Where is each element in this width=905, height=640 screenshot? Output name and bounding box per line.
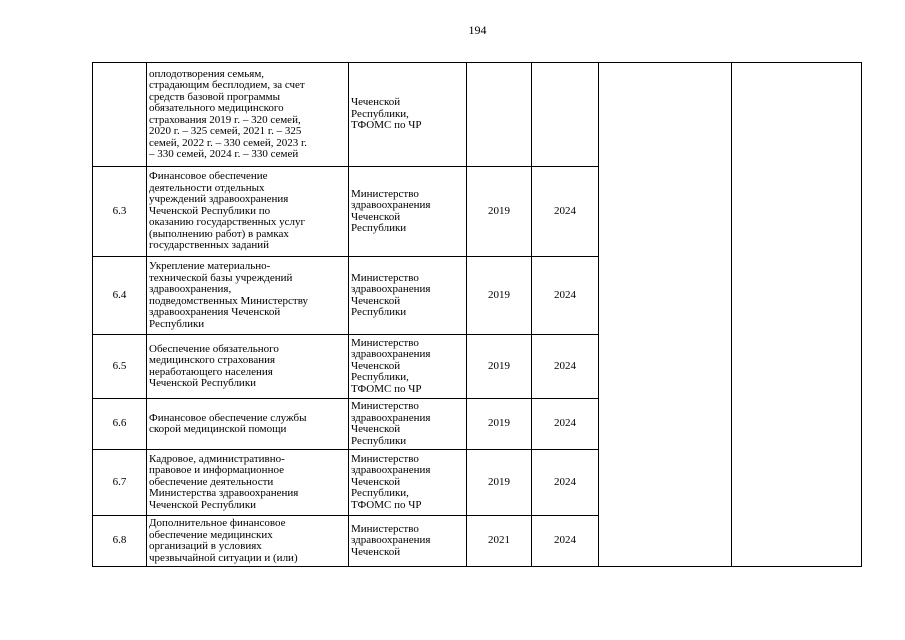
measure-name: Кадровое, административно- правовое и информационное обеспечение деятельности Министерства здравоохранения Чеченской Республики <box>147 450 349 516</box>
start-year: 2019 <box>467 257 532 335</box>
measure-name: Финансовое обеспечение службы скорой медицинской помощи <box>147 399 349 450</box>
measure-name: оплодотворения семьям, страдающим бесплодием, за счет средств базовой программы обязательного медицинского страхования 2019 г. – 320 семей, 2020 г. – 325 семей, 2021 г. – 325 семей, 2022 г. – 330 семей, 2023 г. – 330 семей, 2024 г. – 330 семей <box>147 63 349 167</box>
end-year <box>532 63 599 167</box>
executor: Министерство здравоохранения Чеченской Республики, ТФОМС по ЧР <box>349 450 467 516</box>
row-number: 6.8 <box>93 516 147 567</box>
row-number: 6.4 <box>93 257 147 335</box>
measures-table <box>92 62 862 567</box>
table-row <box>93 63 862 167</box>
measure-name: Финансовое обеспечение деятельности отдельных учреждений здравоохранения Чеченской Республики по оказанию государственных услуг (выполнению работ) в рамках государственных заданий <box>147 167 349 257</box>
executor: Чеченской Республики, ТФОМС по ЧР <box>349 63 467 167</box>
row-number <box>93 63 147 167</box>
start-year: 2021 <box>467 516 532 567</box>
start-year: 2019 <box>467 399 532 450</box>
row-number: 6.7 <box>93 450 147 516</box>
row-number: 6.6 <box>93 399 147 450</box>
end-year: 2024 <box>532 516 599 567</box>
measure-name: Дополнительное финансовое обеспечение медицинских организаций в условиях чрезвычайной ситуации и (или) <box>147 516 349 567</box>
executor: Министерство здравоохранения Чеченской Республики, ТФОМС по ЧР <box>349 335 467 399</box>
page-number: 194 <box>468 23 487 37</box>
measure-name: Укрепление материально- технической базы учреждений здравоохранения, подведомственных Министерству здравоохранения Чеченской Республики <box>147 257 349 335</box>
start-year: 2019 <box>467 450 532 516</box>
executor: Министерство здравоохранения Чеченской <box>349 516 467 567</box>
end-year: 2024 <box>532 399 599 450</box>
merged-empty-cell <box>732 63 862 567</box>
executor: Министерство здравоохранения Чеченской Республики <box>349 257 467 335</box>
measure-name: Обеспечение обязательного медицинского страхования неработающего населения Чеченской Республики <box>147 335 349 399</box>
start-year: 2019 <box>467 167 532 257</box>
end-year: 2024 <box>532 450 599 516</box>
end-year: 2024 <box>532 257 599 335</box>
executor: Министерство здравоохранения Чеченской Республики <box>349 167 467 257</box>
merged-empty-cell <box>599 63 732 567</box>
row-number: 6.3 <box>93 167 147 257</box>
end-year: 2024 <box>532 335 599 399</box>
start-year: 2019 <box>467 335 532 399</box>
row-number: 6.5 <box>93 335 147 399</box>
start-year <box>467 63 532 167</box>
executor: Министерство здравоохранения Чеченской Республики <box>349 399 467 450</box>
end-year: 2024 <box>532 167 599 257</box>
